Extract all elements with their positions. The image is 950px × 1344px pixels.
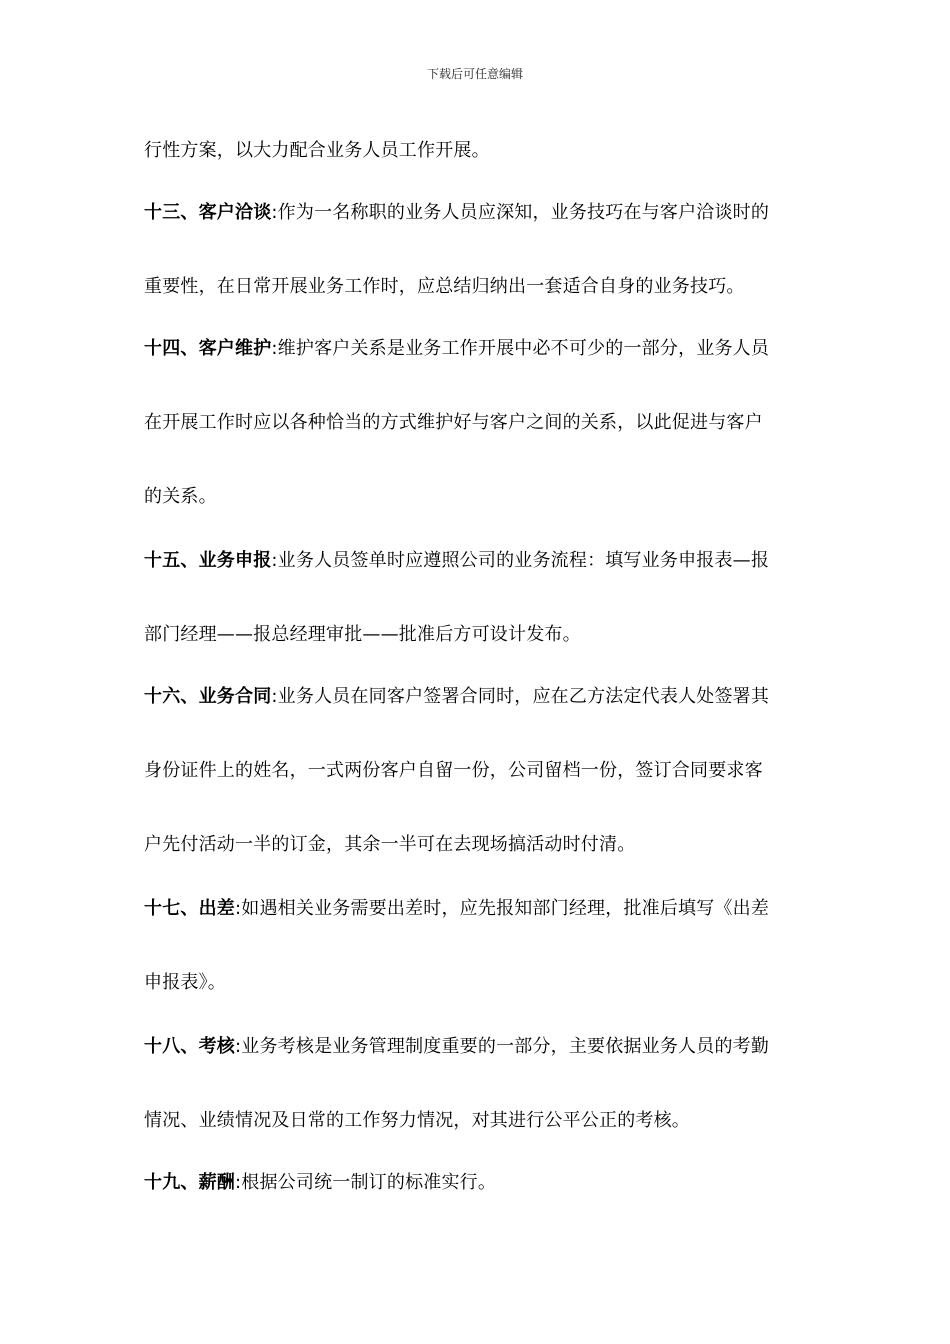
line-text: 户先付活动一半的订金，其余一半可在去现场搞活动时付清。: [144, 834, 636, 855]
text-line: [144, 970, 814, 996]
line-text: 申报表》。: [144, 972, 226, 993]
section-text: :业务人员在同客户签署合同时，应在乙方法定代表人处签署其: [271, 686, 770, 707]
section-text: :业务考核是业务管理制度重要的一部分，主要依据业务人员的考勤: [235, 1036, 770, 1057]
section-text: :如遇相关业务需要出差时，应先报知部门经理，批准后填写《出差: [235, 898, 770, 919]
section-18: [144, 1034, 814, 1060]
section-text: :维护客户关系是业务工作开展中必不可少的一部分，业务人员: [271, 338, 770, 359]
line-text: 在开展工作时应以各种恰当的方式维护好与客户之间的关系，以此促进与客户: [144, 412, 763, 433]
section-heading: 十五、业务申报: [144, 550, 272, 571]
text-line: [144, 622, 814, 648]
line-text: 的关系。: [144, 486, 217, 507]
section-16: [144, 684, 814, 710]
section-19: [144, 1170, 814, 1196]
text-line: [144, 832, 814, 858]
section-text: :作为一名称职的业务人员应深知，业务技巧在与客户洽谈时的: [271, 202, 770, 223]
line-text: 部门经理——报总经理审批——批准后方可设计发布。: [144, 624, 581, 645]
section-heading: 十三、客户洽谈: [144, 202, 272, 223]
section-17: [144, 896, 814, 922]
section-text: :业务人员签单时应遵照公司的业务流程：填写业务申报表—报: [271, 550, 770, 571]
text-line: [144, 1108, 814, 1134]
section-text: :根据公司统一制订的标准实行。: [235, 1172, 497, 1193]
section-heading: 十七、出差: [144, 898, 235, 919]
section-15: [144, 548, 814, 574]
section-heading: 十八、考核: [144, 1036, 235, 1057]
section-heading: 十四、客户维护: [144, 338, 272, 359]
line-text: 重要性，在日常开展业务工作时，应总结归纳出一套适合自身的业务技巧。: [144, 276, 745, 297]
section-heading: 十九、薪酬: [144, 1172, 235, 1193]
text-line: [144, 138, 814, 164]
section-13: [144, 200, 814, 226]
line-text: 行性方案，以大力配合业务人员工作开展。: [144, 140, 490, 161]
line-text: 情况、业绩情况及日常的工作努力情况，对其进行公平公正的考核。: [144, 1110, 690, 1131]
text-line: [144, 484, 814, 510]
line-text: 身份证件上的姓名，一式两份客户自留一份，公司留档一份，签订合同要求客: [144, 760, 763, 781]
text-line: [144, 758, 814, 784]
page-header: 下载后可任意编辑: [426, 67, 523, 81]
text-line: [144, 274, 814, 300]
section-heading: 十六、业务合同: [144, 686, 272, 707]
section-14: [144, 336, 814, 362]
text-line: [144, 410, 814, 436]
